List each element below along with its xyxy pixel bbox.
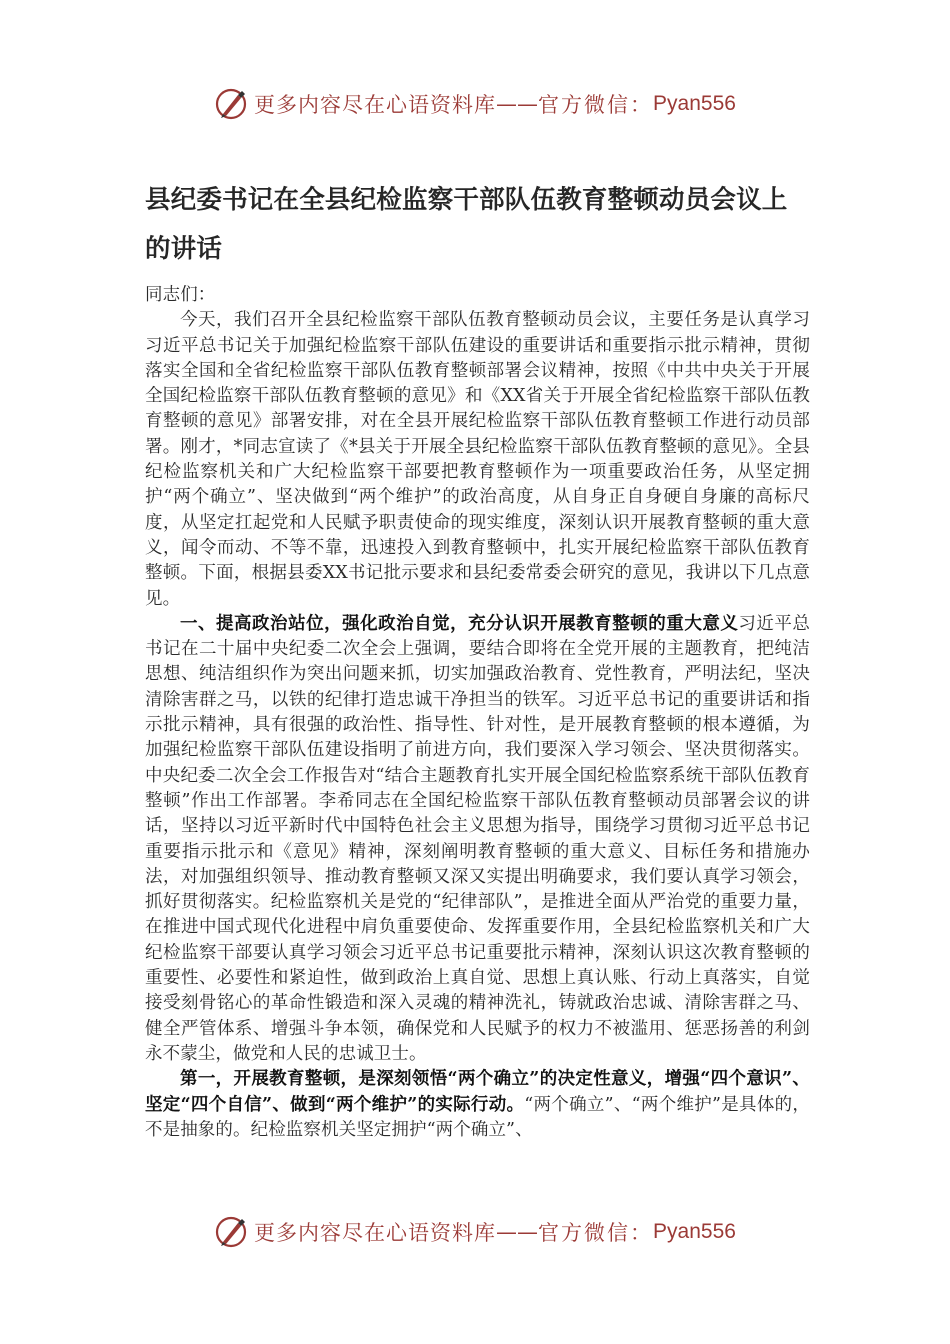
header-banner xyxy=(0,82,950,126)
section-one-paragraph xyxy=(145,612,810,1067)
document-title: 县纪委书记在全县纪检监察干部队伍教育整顿动员会议上的讲话 xyxy=(145,185,788,264)
pen-logo-icon xyxy=(214,1214,250,1250)
salutation: 同志们： xyxy=(145,285,216,305)
banner-text: 更多内容尽在心语资料库 xyxy=(254,1221,497,1245)
banner-dash: —— xyxy=(496,1220,539,1244)
point-heading-one: 第一，开展教育整顿，是深刻领悟“两个确立”的决定性意义，增强“四个意识”、坚定“四个自信”、做到“两个维护”的实际行动。 xyxy=(145,1069,810,1115)
point-one-text: “两个确立”、“两个维护”是具体的，不是抽象的。纪检监察机关坚定拥护“两个确立”、 xyxy=(145,1094,811,1140)
section-one-text: 习近平总书记在二十届中央纪委二次全会上强调，要结合即将在全党开展的主题教育，把纯洁思想、纯洁组织作为突出问题来抓，切实加强政治教育、党性教育，严明法纪，坚决清除害群之马，以铁的纪律打造忠诚干净担当的铁军。习近平总书记的重要讲话和指示批示精神，具有很强的政治性、指导性、针对性，是开展教育整顿的根本遵循，为加强纪检监察干部队伍建设指明了前进方向，我们要深入学习领会、坚决贯彻落实。中央纪委二次全会工作报告对“结合主题教育扎实开展全国纪检监察系统干部队伍教育整顿”作出工作部署。李希同志在全国纪检监察干部队伍教育整顿动员部署会议的讲话，坚持以习近平新时代中国特色社会主义思想为指导，围绕学习贯彻习近平总书记重要指示批示和《意见》精神，深刻阐明教育整顿的重大意义、目标任务和措施办法，对加强组织领导、推动教育整顿又深又实提出明确要求，我们要认真学习领会，抓好贯彻落实。纪检监察机关是党的“纪律部队”，是推进全面从严治党的重要力量，在推进中国式现代化进程中肩负重要使命、发挥重要作用，全县纪检监察机关和广大纪检监察干部要认真学习领会习近平总书记重要批示精神，深刻认识这次教育整顿的重要性、必要性和紧迫性，做到政治上真自觉、思想上真认账、行动上真落实，自觉接受刻骨铭心的革命性锻造和深入灵魂的精神洗礼，铸就政治忠诚、清除害群之马、健全严管体系、增强斗争本领，确保党和人民赋予的权力不被滥用、惩恶扬善的利剑永不蒙尘，做党和人民的忠诚卫士。 xyxy=(145,613,810,1064)
banner-wechat-label: 官方微信： xyxy=(538,1221,654,1245)
footer-banner xyxy=(0,1210,950,1254)
point-one-paragraph xyxy=(145,1067,810,1143)
document-body xyxy=(145,283,810,1143)
banner-text: 更多内容尽在心语资料库 xyxy=(254,93,497,117)
section-heading-one: 一、提高政治站位，强化政治自觉，充分认识开展教育整顿的重大意义 xyxy=(180,613,739,634)
banner-dash: —— xyxy=(496,92,539,116)
pen-logo-icon xyxy=(214,86,250,122)
paragraph-intro: 今天，我们召开全县纪检监察干部队伍教育整顿动员会议，主要任务是认真学习习近平总书记关于加强纪检监察干部队伍建设的重要讲话和重要指示批示精神，贯彻落实全国和全省纪检监察干部队伍教育整顿部署会议精神，按照《中共中央关于开展全国纪检监察干部队伍教育整顿的意见》和《XX省关于开展全省纪检监察干部队伍教育整顿的意见》部署安排，对在全县开展纪检监察干部队伍教育整顿工作进行动员部署。刚才，*同志宣读了《*县关于开展全县纪检监察干部队伍教育整顿的意见》。全县纪检监察机关和广大纪检监察干部要把教育整顿作为一项重要政治任务，从坚定拥护“两个确立”、坚决做到“两个维护”的政治高度，从自身正自身硬自身廉的高标尺度，从坚定扛起党和人民赋予职责使命的现实维度，深刻认识开展教育整顿的重大意义，闻令而动、不等不靠，迅速投入到教育整顿中，扎实开展纪检监察干部队伍教育整顿。下面，根据县委XX书记批示要求和县纪委常委会研究的意见，我讲以下几点意见。 xyxy=(145,310,810,609)
banner-wechat-label: 官方微信： xyxy=(538,93,654,117)
banner-wechat-id: Pyan556 xyxy=(653,92,736,115)
banner-wechat-id: Pyan556 xyxy=(653,1220,736,1243)
